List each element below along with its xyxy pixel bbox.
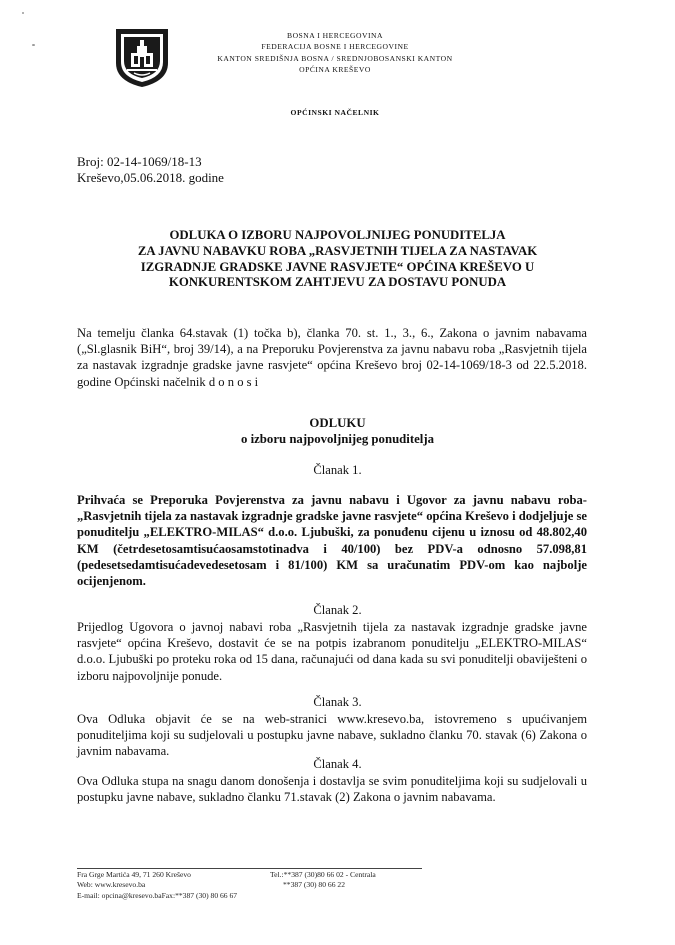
header-line-country: BOSNA I HERCEGOVINA: [287, 31, 383, 40]
article-2-heading: Članak 2.: [313, 603, 362, 617]
document-number: Broj: 02-14-1069/18-13: [77, 154, 202, 169]
article-2-text: Prijedlog Ugovora o javnoj nabavi roba „Rasvjetnih tijela za nastavak izgradnje gradske javne rasvjete“ općina Kreševo, dostavit će se na potpis izabranom ponuditelju „ELEKTRO-MILAS“ d.o.o. Ljubuški po proteku roka od 15 dana, računajući od dana kada su svi ponuditelji obaviješteni o izboru najpovoljnije ponude.: [77, 620, 587, 683]
footer-address: Fra Grge Martića 49, 71 260 Kreševo: [77, 870, 191, 879]
header-line-municipality: OPĆINA KREŠEVO: [299, 65, 371, 75]
title-line: IZGRADNJE GRADSKE JAVNE RASVJETE“ OPĆINA KREŠEVO U: [140, 259, 535, 274]
article-4-text: Ova Odluka stupa na snagu danom donošenja i dostavlja se svim ponuditeljima koji su sudjelovali u postupku javne nabave, sukladno članku 71.stavak (2) Zakona o javnim nabavama.: [77, 774, 587, 805]
title-line: ZA JAVNU NABAVKU ROBA „RASVJETNIH TIJELA ZA NASTAVAK: [137, 243, 538, 258]
scan-speck: [22, 12, 24, 14]
article-1-text: Prihvaća se Preporuka Povjerenstva za javnu nabavu i Ugovor za javnu nabavu roba- „Rasvjetnih tijela za nastavak izgradnje gradske javne rasvjete“ općina Kreševo i dodjeljuje se ponuditelju „ELEKTRO-MILAS“ d.o.o. Ljubuški, za ponuđenu cijenu u iznosu od 48.802,40 KM (četrdesetosamtisućaosamstotinadva i 40/100) bez PDV-a odnosno 57.098,81 (pedesetsedamtisućadevedesetosam i 81/100) KM sa uračunatim PDV-om kao najbolje ocijenjenom.: [77, 493, 587, 589]
decision-heading-block: [0, 416, 675, 447]
title-line: ODLUKA O IZBORU NAJPOVOLJNIJEG PONUDITELJA: [169, 228, 506, 242]
article-3-text: Ova Odluka objavit će se na web-stranici www.kresevo.ba, istovremeno s upućivanjem ponuditeljima koji su sudjelovali u postupku javne nabave, sukladno članku 70. stavak (6) Zakona o javnim nabavama.: [77, 712, 587, 759]
footer-phones: [270, 870, 376, 891]
footer-contact: [77, 870, 237, 901]
header-line-canton: KANTON SREDIŠNJA BOSNA / SREDNJOBOSANSKI KANTON: [217, 53, 453, 63]
document-place-date: Kreševo,05.06.2018. godine: [77, 170, 224, 185]
footer-divider: [77, 868, 422, 869]
footer-web: Web: www.kresevo.ba: [77, 880, 146, 890]
document-meta: [77, 154, 224, 186]
document-title: [90, 228, 585, 291]
footer-phone-secondary: **387 (30) 80 66 22: [283, 880, 346, 890]
article-4-heading: Članak 4.: [313, 757, 362, 771]
decision-subheading: o izboru najpovoljnijeg ponuditelja: [240, 431, 435, 446]
article-3-heading: Članak 3.: [313, 695, 362, 709]
office-name: OPĆINSKI NAČELNIK: [290, 108, 380, 117]
article-1-heading: Članak 1.: [313, 463, 362, 477]
title-line: KONKURENTSKOM ZAHTJEVU ZA DOSTAVU PONUDA: [168, 275, 507, 290]
header-line-federation: FEDERACIJA BOSNE I HERCEGOVINE: [261, 42, 409, 52]
scan-speck: [32, 44, 35, 46]
footer-email-fax: E-mail: opcina@kresevo.baFax:**387 (30) 80 66 67: [77, 890, 238, 900]
decision-heading: ODLUKU: [309, 416, 366, 430]
municipality-coat-of-arms-icon: [114, 27, 170, 89]
legal-basis-paragraph: Na temelju članka 64.stavak (1) točka b), članka 70. st. 1., 3., 6., Zakona o javnim nabavama („Sl.glasnik BiH“, broj 39/14), a na Preporuku Povjerenstva za javnu nabavu roba „Rasvjetnih tijela za nastavak izgradnje gradske javne rasvjete“ općina Kreševo broj 02-14-1069/18-3 od 22.5.2018. godine Općinski načelnik d o n o s i: [77, 326, 587, 389]
issuer-header: [170, 30, 500, 76]
footer-phone-central: Tel.:**387 (30)80 66 02 - Centrala: [270, 870, 376, 879]
